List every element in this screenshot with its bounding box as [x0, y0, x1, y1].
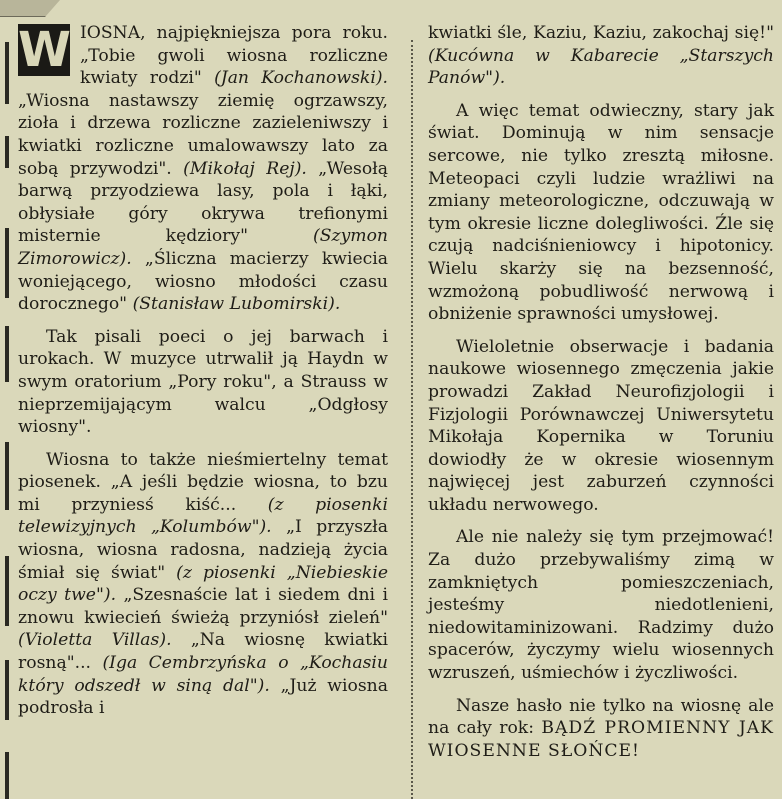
attribution-text: (z piosenki „Niebieskie oczy twe").	[18, 562, 388, 606]
paragraph-text	[18, 450, 388, 719]
column-left	[18, 22, 388, 730]
paragraph	[428, 695, 774, 763]
margin-bar	[5, 660, 9, 720]
margin-bar	[5, 326, 9, 382]
attribution-text: (Violetta Villas).	[18, 630, 172, 651]
margin-bar	[5, 556, 9, 626]
text-run: Wiosna to także nieśmiertelny temat piosenek. „A jeśli będzie wiosna, to bzu mi przyniesś kiść...	[18, 449, 388, 515]
attribution-text: (Jan Kochanowski).	[214, 68, 388, 89]
text-run: Nasze hasło nie tylko na wiosnę ale na cały rok:	[428, 695, 774, 739]
attribution-text: (Mikołaj Rej).	[183, 158, 307, 179]
attribution-text: (Szymon Zimorowicz).	[18, 226, 388, 269]
paragraph-text	[18, 327, 388, 437]
corner-tab	[0, 0, 60, 17]
paragraph	[428, 22, 774, 90]
paragraph-text	[428, 23, 774, 88]
text-run: kwiatki śle, Kaziu, Kaziu, zakochaj się!"	[428, 23, 774, 43]
margin-bar	[5, 136, 9, 168]
column-right	[428, 22, 774, 772]
paragraph	[18, 326, 388, 439]
margin-bar	[5, 228, 9, 298]
attribution-text: (Stanisław Lubomirski).	[132, 294, 341, 315]
text-run: IOSNA, najpiękniejsza pora roku. „Tobie gwoli wiosna rozliczne kwiaty rodzi"	[80, 23, 388, 89]
text-run: „Śliczna macierzy kwiecia woniejącego, wiosno młodości czasu dorocznego"	[18, 248, 388, 315]
text-run: „Już wiosna podrosła i	[18, 675, 388, 719]
text-run: Tak pisali poeci o jej barwach i urokach. W muzyce utrwalił ją Haydn w swym oratorium „Pory roku", a Strauss w nieprzemijającym walcu „Odgłosy wiosny".	[18, 326, 388, 438]
margin-bar	[5, 442, 9, 510]
paragraph	[428, 526, 774, 684]
drop-cap: W	[18, 22, 71, 78]
paragraph-text	[428, 101, 774, 324]
paragraph	[18, 22, 388, 316]
text-run: Wieloletnie obserwacje i badania naukowe wiosennego zmęczenia jakie prowadzi Zakład Neurofizjologii i Fizjologii Porównawczej Uniwersytetu Mikołaja Kopernika w Toruniu dowiodły że w okresie wiosennym najwięcej jest zaburzeń czynności układu nerwowego.	[428, 336, 774, 515]
text-run: „Wesołą barwą przyodziewa lasy, pola i łąki, obłysiałe góry okrywa trefionymi misternie kędziory"	[18, 158, 388, 247]
text-run: Ale nie należy się tym przejmować! Za dużo przebywaliśmy zimą w zamkniętych pomieszczeniach, jesteśmy niedotlenieni, niedowitaminizowani. Radzimy dużo spacerów, życzymy wielu wiosennych wzruszeń, uśmiechów i życzliwości.	[428, 527, 774, 684]
attribution-text: (Kucówna w Kabarecie „Starszych Panów").	[428, 45, 774, 89]
paragraph	[428, 100, 774, 326]
slogan-text: BĄDŹ PROMIENNY JAK WIOSENNE SŁOŃCE!	[428, 718, 774, 761]
margin-bar	[5, 42, 9, 104]
paragraph	[18, 449, 388, 720]
attribution-text: (Iga Cembrzyńska o „Kochasiu który odszedł w siną dal").	[18, 653, 388, 696]
column-divider	[411, 40, 413, 799]
text-run: „Na wiosnę kwiatki rosną"...	[18, 630, 388, 674]
paragraph	[428, 336, 774, 517]
text-run: „Szesnaście lat i siedem dni i znowu kwiecień świeżą przyniósł zieleń"	[18, 585, 388, 628]
attribution-text: (z piosenki telewizyjnych „Kolumbów").	[18, 494, 389, 538]
text-run: „I przyszła wiosna, wiosna radosna, nadzieją życia śmiał się świat"	[18, 517, 388, 583]
text-run: A więc temat odwieczny, stary jak świat. Dominują w nim sensacje sercowe, nie tylko zresztą miłosne. Meteopaci czyli ludzie wrażliwi na zmiany meteorologiczne, odczuwają w tym okresie liczne dolegliwości. Źle się czują nadciśnieniowcy i hipotonicy. Wielu skarży się na bezsenność, wzmożoną pobudliwość nerwową i obniżenie sprawności umysłowej.	[428, 100, 774, 325]
margin-bar	[5, 752, 9, 799]
paragraph-text	[428, 527, 774, 683]
paragraph-text	[18, 23, 388, 314]
paragraph-text	[428, 337, 774, 515]
text-run: „Wiosna nastawszy ziemię ogrzawszy, zioła i drzewa rozliczne zazieleniwszy i kwiatki rozliczne umalowawszy lato za sobą przywodzi".	[18, 90, 388, 179]
paragraph-text	[428, 696, 774, 761]
